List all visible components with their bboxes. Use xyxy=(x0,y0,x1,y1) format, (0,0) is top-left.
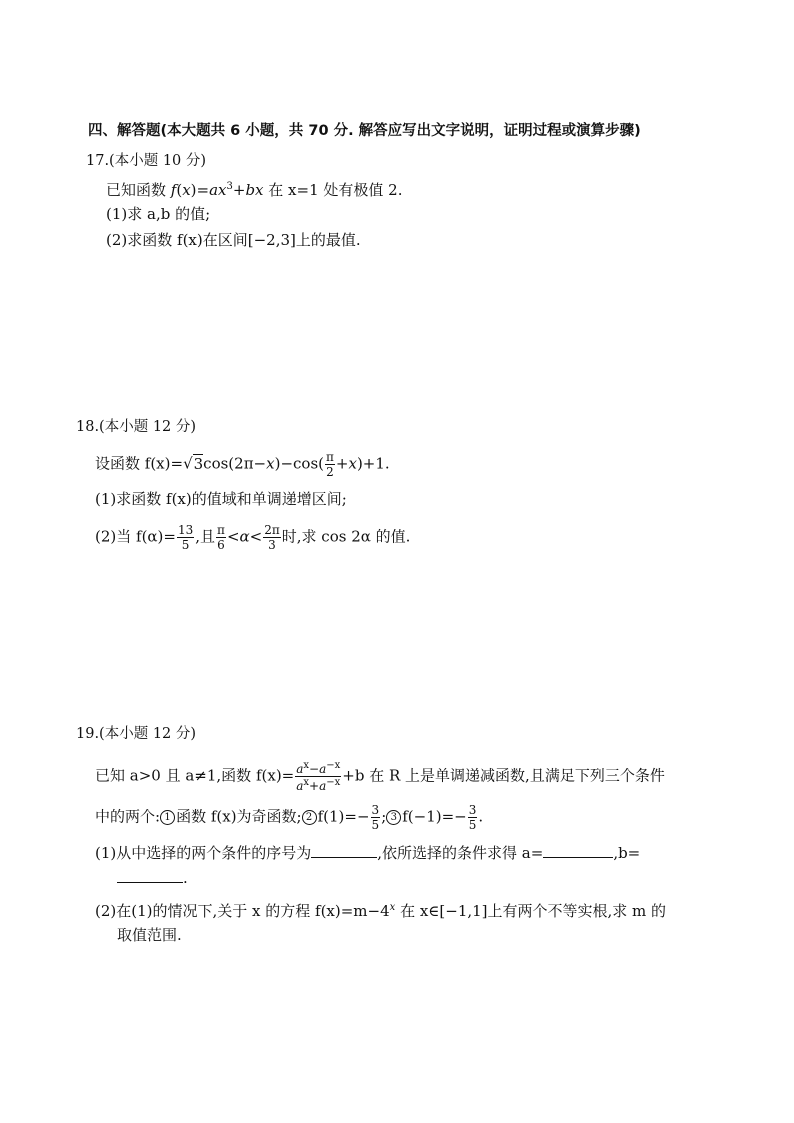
q19-header: 19.(本小题 12 分) xyxy=(76,726,197,742)
q19-part1-c: ,b= xyxy=(613,844,641,862)
q19-part1-cont: . xyxy=(117,868,188,888)
q18-stem-suffix: +1. xyxy=(362,454,390,473)
q17-stem-suffix: 在 x=1 处有极值 2. xyxy=(263,181,403,199)
fraction-13-over-5: $\frac{13}{5}$ xyxy=(177,523,194,552)
q19-condition-2: f(1)=− xyxy=(317,807,370,826)
fraction-3-over-5-b: $\frac{3}{5}$ xyxy=(468,803,477,832)
q18-part2-suffix: 时,求 cos 2α 的值. xyxy=(281,527,411,546)
q19-part1-b: ,依所选择的条件求得 a= xyxy=(377,844,544,862)
q19-part1-a: (1)从中选择的两个条件的序号为 xyxy=(95,844,312,862)
q19-condition-1: 函数 f(x)为奇函数; xyxy=(176,807,302,826)
fraction-3-over-5: $\frac{3}{5}$ xyxy=(371,803,380,832)
q17-stem-prefix: 已知函数 xyxy=(106,181,171,199)
fraction-2pi-over-3: $\frac{2\pi}{3}$ xyxy=(264,523,280,552)
q19-part2-a: (2)在(1)的情况下,关于 x 的方程 f(x)=m−4 xyxy=(95,902,390,920)
q17-header: 17.(本小题 10 分) xyxy=(86,153,207,169)
q18-stem-prefix: 设函数 f(x)= xyxy=(95,454,184,473)
fraction-function-def: $\frac{a^x-a^{-x}}{a^x+a^{-x}}$ xyxy=(296,760,341,793)
q19-conditions: 中的两个: 1 函数 f(x)为奇函数; 2 f(1)=− $\frac{3}{5}$ ; 3 f(−1)=− $\frac{3}{5}$ . xyxy=(95,803,484,832)
q18-part2: (2)当 f(α)= $\frac{13}{5}$ ,且 $\frac{\pi}{6}$ <α< $\frac{2\pi}{3}$ 时,求 cos 2α 的值. xyxy=(95,523,411,552)
answer-blank-a[interactable] xyxy=(543,843,613,858)
circled-3: 3 xyxy=(386,810,401,825)
q19-stem-prefix: 已知 a>0 且 a≠1,函数 f(x)= xyxy=(95,766,295,785)
q19-stem-suffix: +b 在 R 上是单调递减函数,且满足下列三个条件 xyxy=(342,766,665,785)
q17-part2: (2)求函数 f(x)在区间[−2,3]上的最值. xyxy=(106,231,361,249)
circled-1: 1 xyxy=(160,810,175,825)
q18-part1: (1)求函数 f(x)的值域和单调递增区间; xyxy=(95,490,347,508)
section-title: 四、解答题(本大题共 6 小题，共 70 分. 解答应写出文字说明，证明过程或演算步骤) xyxy=(88,123,641,139)
q19-part2-line1: (2)在(1)的情况下,关于 x 的方程 $f(x)=m-4^x$ 在 x∈[−1,1]上有两个不等实根,求 m 的 xyxy=(95,902,667,920)
q18-stem: 设函数 f(x)=√3cos(2π−x)−cos( $\frac{\pi}{2}$ +x)+1. xyxy=(95,450,390,479)
q19-part1 xyxy=(95,843,640,863)
fraction-pi-over-2: $\frac{\pi}{2}$ xyxy=(326,450,334,479)
q19-part2-line2: 取值范围. xyxy=(117,926,182,944)
q19-condition-3: f(−1)=− xyxy=(402,807,467,826)
q19-part2-b: 在 x∈[−1,1]上有两个不等实根,求 m 的 xyxy=(395,902,667,920)
q18-part2-mid: ,且 xyxy=(195,527,216,546)
q19-line2-prefix: 中的两个: xyxy=(95,807,161,826)
q19-stem xyxy=(95,761,665,792)
q17-part1: (1)求 a,b 的值; xyxy=(106,205,211,223)
q18-part2-prefix: (2)当 f(α)= xyxy=(95,527,176,546)
answer-blank-b[interactable] xyxy=(117,868,183,883)
circled-2: 2 xyxy=(302,810,317,825)
q18-header: 18.(本小题 12 分) xyxy=(76,419,197,435)
answer-blank-sequence[interactable] xyxy=(311,843,377,858)
fraction-pi-over-6: $\frac{\pi}{6}$ xyxy=(217,523,225,552)
q17-stem: 已知函数 $f(x)=ax^3+bx$ 在 x=1 处有极值 2. xyxy=(106,181,403,199)
